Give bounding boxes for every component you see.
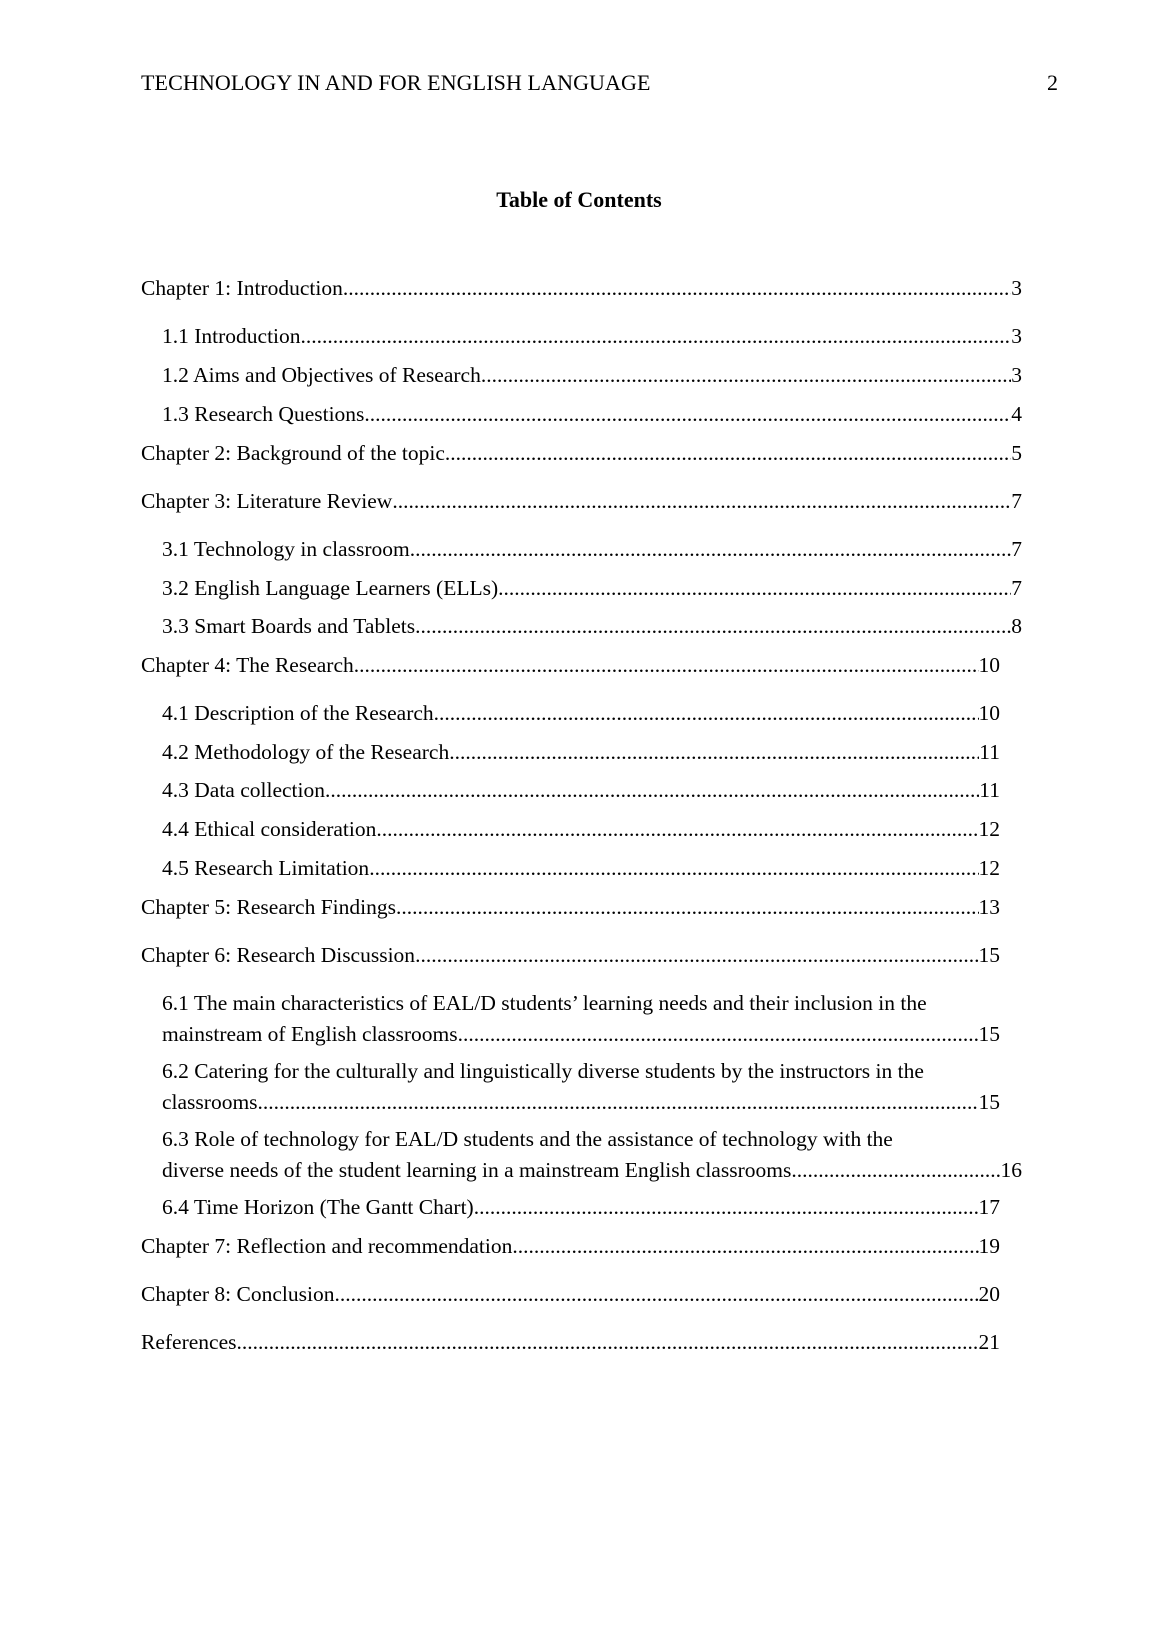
dot-leader: [498, 573, 1011, 604]
dot-leader: [791, 1155, 1000, 1186]
toc-entry-page: 21: [978, 1330, 1000, 1354]
toc-entry-6-2[interactable]: [162, 1056, 1000, 1118]
toc-entry-label: 3.3 Smart Boards and Tablets: [162, 614, 416, 638]
toc-entry-label: 1.2 Aims and Objectives of Research: [162, 363, 481, 387]
toc-entry-4-4[interactable]: [162, 814, 1000, 845]
dot-leader: [364, 399, 1011, 430]
toc-entry-label: Chapter 2: Background of the topic: [141, 441, 445, 465]
toc-entry-page: 3: [1011, 324, 1022, 348]
toc-entry-page: 19: [978, 1234, 1000, 1258]
toc-entry-label: Chapter 6: Research Discussion: [141, 943, 416, 967]
dot-leader: [301, 321, 1012, 352]
dot-leader: [396, 892, 979, 923]
dot-leader: [354, 650, 979, 681]
toc-entry-label: 4.3 Data collection: [162, 778, 325, 802]
toc-entry-page: 15: [978, 1090, 1000, 1114]
toc-entry-label: Chapter 1: Introduction: [141, 276, 343, 300]
toc-entry-page: 7: [1011, 489, 1022, 513]
toc-entry-label: 3.1 Technology in classroom: [162, 537, 410, 561]
toc-entry-page: 11: [979, 740, 1000, 764]
toc-entry-page: 11: [979, 778, 1000, 802]
toc-entry-chapter-8[interactable]: [141, 1279, 1000, 1310]
dot-leader: [334, 1279, 978, 1310]
toc-entry-page: 12: [978, 817, 1000, 841]
toc-entry-3-2[interactable]: [162, 573, 1022, 604]
toc-entry-4-1[interactable]: [162, 698, 1000, 729]
toc-entry-label: 1.3 Research Questions: [162, 402, 365, 426]
toc-entry-label: References: [141, 1330, 237, 1354]
toc-entry-references[interactable]: [141, 1327, 1000, 1358]
toc-entry-6-4[interactable]: [162, 1192, 1000, 1223]
toc-entry-page: 4: [1011, 402, 1022, 426]
toc-entry-label: Chapter 3: Literature Review: [141, 489, 393, 513]
toc-entry-label: 4.4 Ethical consideration: [162, 817, 377, 841]
dot-leader: [325, 775, 979, 806]
toc-entry-label: Chapter 4: The Research: [141, 653, 354, 677]
dot-leader: [445, 438, 1011, 469]
toc-entry-1-3[interactable]: [162, 399, 1022, 430]
toc-entry-chapter-1[interactable]: [141, 273, 1022, 304]
toc-entry-4-3[interactable]: [162, 775, 1000, 806]
toc-entry-page: 12: [978, 856, 1000, 880]
dot-leader: [369, 853, 978, 884]
toc-entry-page: 7: [1011, 576, 1022, 600]
toc-entry-chapter-2[interactable]: [141, 438, 1022, 469]
dot-leader: [343, 273, 1011, 304]
toc-entry-label-line-1: 6.3 Role of technology for EAL/D students and the assistance of technology with the: [162, 1127, 893, 1151]
toc-entry-1-1[interactable]: [162, 321, 1022, 352]
toc-entry-label: 6.4 Time Horizon (The Gantt Chart): [162, 1195, 474, 1219]
toc-title: Table of Contents: [496, 187, 662, 212]
toc-entry-label: Chapter 8: Conclusion: [141, 1282, 335, 1306]
toc-entry-page: 15: [978, 1022, 1000, 1046]
dot-leader: [434, 698, 979, 729]
toc-entry-label: diverse needs of the student learning in a mainstream English classrooms: [162, 1158, 792, 1182]
toc-entry-3-1[interactable]: [162, 534, 1022, 565]
toc-entry-page: 17: [978, 1195, 1000, 1219]
toc-entry-label-line-1: 6.1 The main characteristics of EAL/D students’ learning needs and their inclusion in the: [162, 991, 927, 1015]
dot-leader: [410, 534, 1012, 565]
dot-leader: [392, 486, 1011, 517]
toc-entry-label: 1.1 Introduction: [162, 324, 301, 348]
toc-entry-label: Chapter 7: Reflection and recommendation: [141, 1234, 513, 1258]
toc-entry-page: 5: [1011, 441, 1022, 465]
toc-entry-label-line-1: 6.2 Catering for the culturally and linguistically diverse students by the instructors in the: [162, 1059, 924, 1083]
toc-entry-page: 3: [1011, 363, 1022, 387]
toc-entry-page: 3: [1011, 276, 1022, 300]
dot-leader: [449, 737, 979, 768]
toc-entry-4-5[interactable]: [162, 853, 1000, 884]
toc-entry-4-2[interactable]: [162, 737, 1000, 768]
toc-entry-6-1[interactable]: [162, 988, 1000, 1050]
toc-entry-1-2[interactable]: [162, 360, 1022, 391]
dot-leader: [512, 1231, 978, 1262]
dot-leader: [237, 1327, 979, 1358]
toc-entry-3-3[interactable]: [162, 611, 1022, 642]
toc-entry-chapter-7[interactable]: [141, 1231, 1000, 1262]
toc-entry-chapter-4[interactable]: [141, 650, 1000, 681]
toc-entry-label: 3.2 English Language Learners (ELLs): [162, 576, 499, 600]
toc-entry-page: 20: [978, 1282, 1000, 1306]
toc-entry-page: 7: [1011, 537, 1022, 561]
dot-leader: [415, 940, 978, 971]
toc-entry-label: 4.2 Methodology of the Research: [162, 740, 450, 764]
dot-leader: [415, 611, 1011, 642]
toc-entry-label: Chapter 5: Research Findings: [141, 895, 396, 919]
toc-entry-label: mainstream of English classrooms: [162, 1022, 458, 1046]
running-head: TECHNOLOGY IN AND FOR ENGLISH LANGUAGE: [141, 70, 651, 95]
toc-entry-page: 10: [978, 653, 1000, 677]
toc-entry-page: 15: [978, 943, 1000, 967]
toc-entry-page: 8: [1011, 614, 1022, 638]
toc-entry-6-3[interactable]: [162, 1124, 1022, 1186]
toc-entry-page: 16: [1000, 1158, 1022, 1182]
toc-entry-chapter-6[interactable]: [141, 940, 1000, 971]
toc-entry-chapter-5[interactable]: [141, 892, 1000, 923]
dot-leader: [458, 1019, 979, 1050]
dot-leader: [474, 1192, 979, 1223]
toc-entry-label: classrooms: [162, 1090, 258, 1114]
toc-entry-label: 4.5 Research Limitation: [162, 856, 370, 880]
toc-entry-label: 4.1 Description of the Research: [162, 701, 434, 725]
dot-leader: [481, 360, 1011, 391]
toc-entry-page: 13: [978, 895, 1000, 919]
toc-entry-page: 10: [978, 701, 1000, 725]
dot-leader: [376, 814, 978, 845]
page-number: 2: [1047, 70, 1058, 95]
dot-leader: [258, 1087, 979, 1118]
toc-entry-chapter-3[interactable]: [141, 486, 1022, 517]
